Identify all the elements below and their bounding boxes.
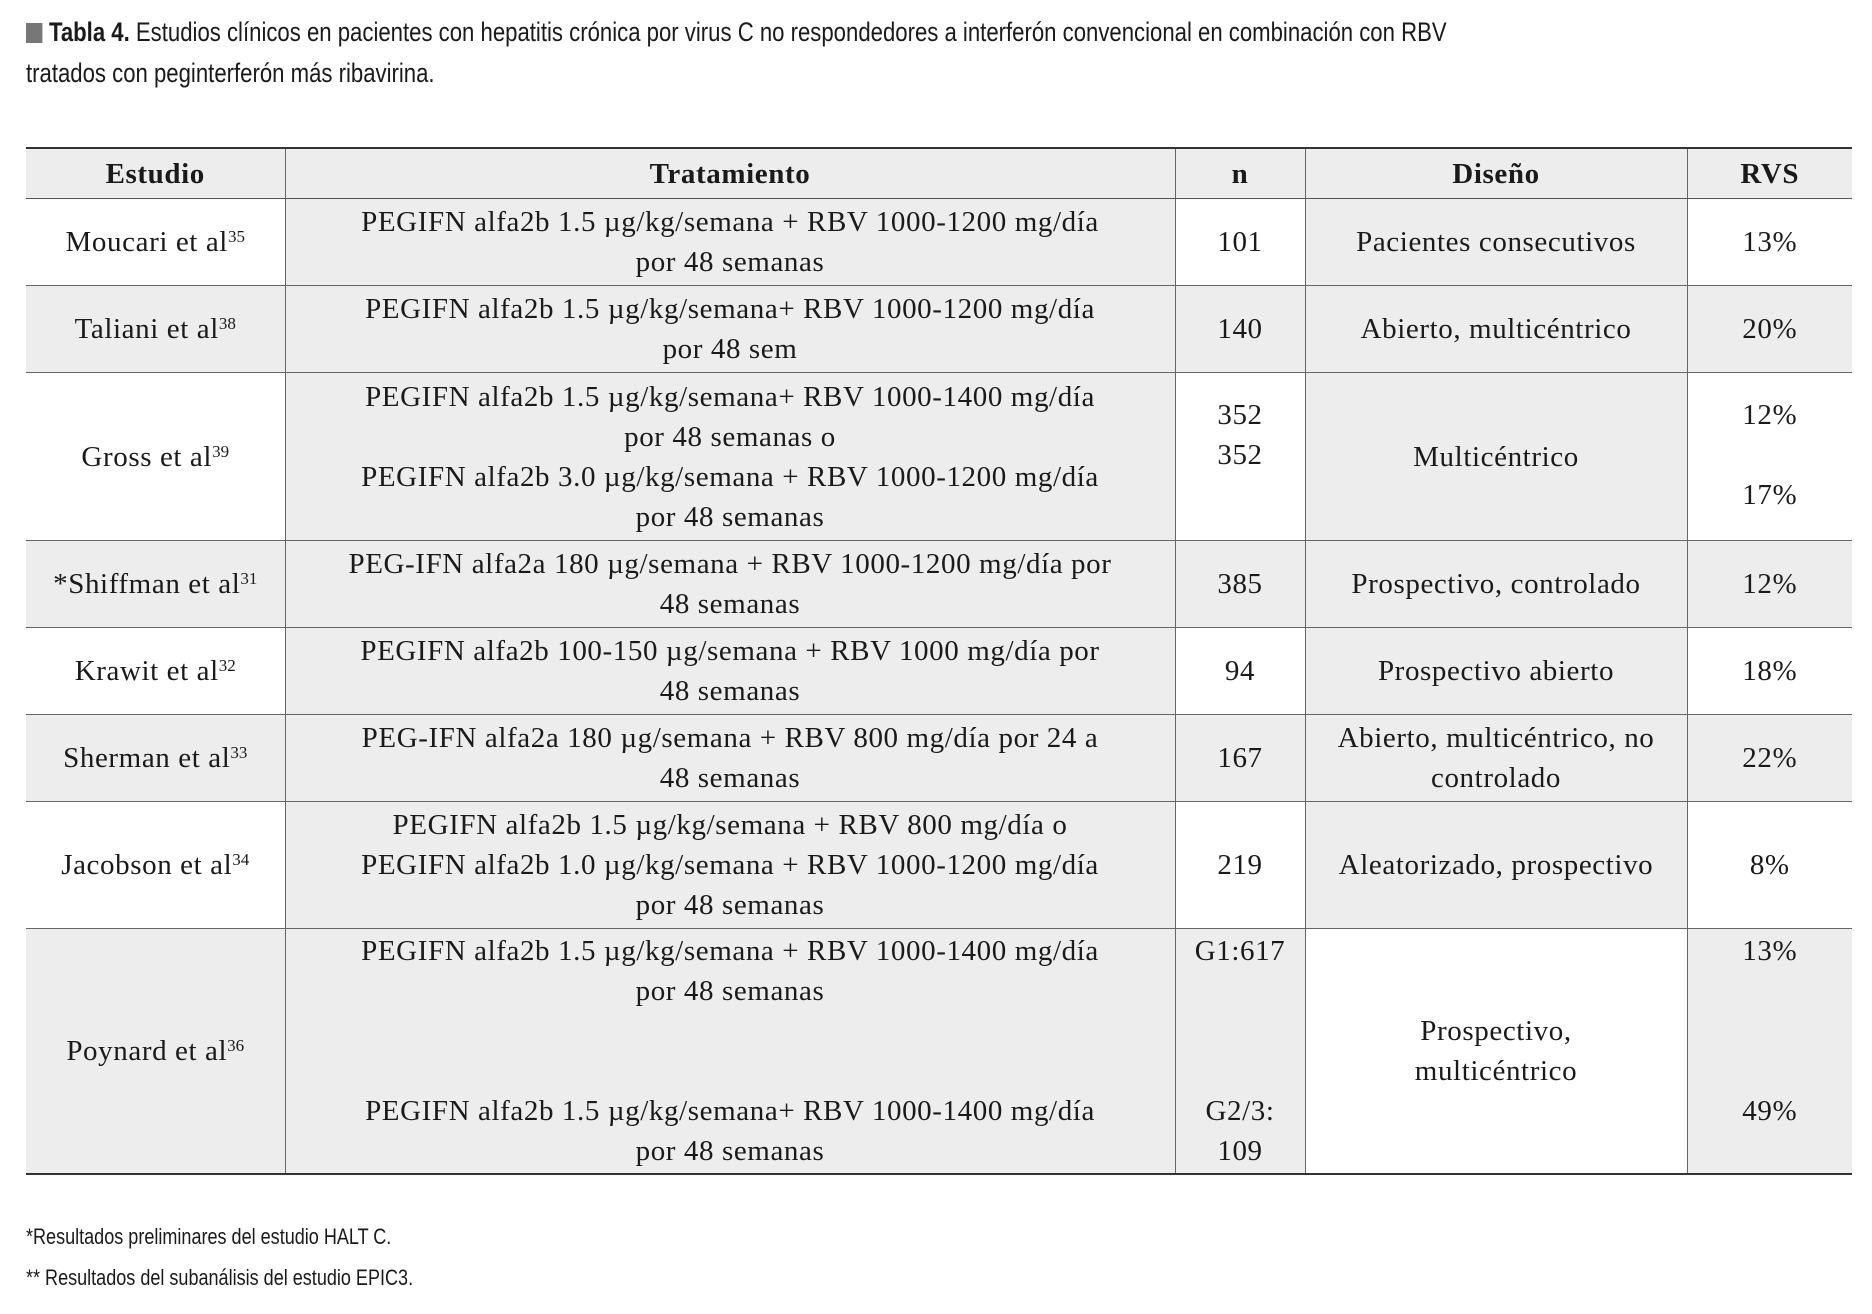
design-cell: Abierto, multicéntrico bbox=[1305, 286, 1687, 373]
treatment-line: PEGIFN alfa2b 1.5 µg/kg/semana + RBV 1000-1400 mg/día bbox=[361, 935, 1099, 967]
table-row bbox=[26, 628, 1852, 715]
study-cell bbox=[26, 373, 285, 541]
study-author: Poynard et al bbox=[66, 1034, 228, 1067]
study-ref: 31 bbox=[240, 569, 258, 588]
design-cell: Prospectivo abierto bbox=[1305, 628, 1687, 715]
treatment-cell bbox=[285, 541, 1175, 628]
rvs-cell: 12% bbox=[1687, 541, 1852, 628]
study-cell bbox=[26, 802, 285, 929]
rvs-cell: 20% bbox=[1687, 286, 1852, 373]
treatment-line: 48 semanas bbox=[659, 588, 801, 620]
n-cell: 140 bbox=[1175, 286, 1305, 373]
treatment-line: por 48 semanas bbox=[635, 975, 825, 1007]
n-cell: 101 bbox=[1175, 199, 1305, 286]
header-n: n bbox=[1175, 148, 1305, 199]
n-cell: 167 bbox=[1175, 715, 1305, 802]
study-ref: 33 bbox=[230, 743, 248, 762]
n-value: 352 bbox=[1217, 439, 1263, 471]
treatment-line: PEGIFN alfa2b 3.0 µg/kg/semana + RBV 1000-1200 mg/día bbox=[361, 460, 1099, 493]
rvs-cell bbox=[1687, 929, 1852, 1174]
study-ref: 32 bbox=[218, 656, 236, 675]
treatment-line: por 48 semanas bbox=[635, 1135, 825, 1167]
study-author: Sherman et al bbox=[63, 742, 231, 774]
rvs-value: 49% bbox=[1742, 1095, 1798, 1127]
design-cell: Abierto, multicéntrico, no controlado bbox=[1305, 715, 1687, 802]
treatment-line: 48 semanas bbox=[659, 675, 801, 707]
study-ref: 35 bbox=[227, 227, 245, 246]
design-cell: Prospectivo, multicéntrico bbox=[1305, 929, 1687, 1174]
study-cell bbox=[26, 286, 285, 373]
study-ref: 34 bbox=[232, 850, 250, 869]
treatment-line: PEGIFN alfa2b 1.5 µg/kg/semana+ RBV 1000-1400 mg/día bbox=[365, 1095, 1095, 1127]
footnote: ** Resultados del subanálisis del estudio EPIC3. bbox=[26, 1265, 414, 1290]
caption-square-icon bbox=[26, 23, 42, 43]
treatment-cell bbox=[285, 802, 1175, 929]
treatment-line: 48 semanas bbox=[659, 762, 801, 794]
header-row bbox=[26, 148, 1852, 199]
study-author: *Shiffman et al bbox=[53, 568, 241, 600]
header-diseno: Diseño bbox=[1305, 148, 1687, 199]
treatment-line: por 48 semanas bbox=[635, 246, 825, 278]
table-caption bbox=[26, 12, 1502, 94]
treatment-line: PEGIFN alfa2b 1.5 µg/kg/semana + RBV 800 mg/día o bbox=[392, 809, 1068, 841]
caption-text: Estudios clínicos en pacientes con hepatitis crónica por virus C no respondedores a interferón convencional en combinación con RBV tratados con peginterferón más ribavirina. bbox=[26, 17, 1447, 88]
treatment-cell bbox=[285, 628, 1175, 715]
study-author: Krawit et al bbox=[74, 655, 219, 687]
n-value: G1:617 bbox=[1194, 935, 1286, 967]
n-cell: 94 bbox=[1175, 628, 1305, 715]
table-row bbox=[26, 286, 1852, 373]
n-cell: 385 bbox=[1175, 541, 1305, 628]
study-author: Jacobson et al bbox=[61, 849, 233, 881]
n-cell bbox=[1175, 373, 1305, 541]
header-estudio: Estudio bbox=[26, 148, 285, 199]
study-ref: 36 bbox=[227, 1035, 245, 1055]
studies-table bbox=[26, 147, 1852, 1175]
rvs-cell: 18% bbox=[1687, 628, 1852, 715]
study-cell bbox=[26, 541, 285, 628]
study-ref: 39 bbox=[212, 441, 230, 461]
table-row bbox=[26, 802, 1852, 929]
table-row bbox=[26, 929, 1852, 1174]
n-value: G2/3: bbox=[1205, 1095, 1275, 1127]
n-value: 109 bbox=[1217, 1135, 1263, 1167]
n-value: 352 bbox=[1217, 399, 1263, 431]
treatment-line: PEGIFN alfa2b 1.0 µg/kg/semana + RBV 1000-1200 mg/día bbox=[361, 849, 1099, 881]
treatment-line: por 48 semanas bbox=[635, 889, 825, 921]
treatment-line: por 48 sem bbox=[662, 333, 798, 365]
design-cell: Pacientes consecutivos bbox=[1305, 199, 1687, 286]
caption-label: Tabla 4. bbox=[48, 17, 130, 47]
header-tratamiento: Tratamiento bbox=[285, 148, 1175, 199]
treatment-line: PEGIFN alfa2b 1.5 µg/kg/semana+ RBV 1000-1200 mg/día bbox=[365, 293, 1095, 325]
rvs-cell: 8% bbox=[1687, 802, 1852, 929]
rvs-value: 12% bbox=[1742, 399, 1798, 431]
treatment-line: PEGIFN alfa2b 1.5 µg/kg/semana + RBV 1000-1200 mg/día bbox=[361, 206, 1099, 238]
study-ref: 38 bbox=[218, 314, 236, 333]
treatment-line: PEGIFN alfa2b 1.5 µg/kg/semana+ RBV 1000-1400 mg/día bbox=[365, 380, 1095, 413]
rvs-value: 17% bbox=[1742, 479, 1798, 511]
treatment-cell bbox=[285, 373, 1175, 541]
study-cell bbox=[26, 929, 285, 1174]
treatment-cell bbox=[285, 286, 1175, 373]
study-cell bbox=[26, 628, 285, 715]
study-author: Gross et al bbox=[81, 440, 213, 473]
treatment-line: PEGIFN alfa2b 100-150 µg/semana + RBV 1000 mg/día por bbox=[360, 635, 1100, 667]
table-row bbox=[26, 541, 1852, 628]
rvs-cell: 13% bbox=[1687, 199, 1852, 286]
treatment-line: por 48 semanas bbox=[635, 500, 825, 533]
study-author: Moucari et al bbox=[65, 226, 228, 258]
design-cell: Multicéntrico bbox=[1305, 373, 1687, 541]
design-cell: Aleatorizado, prospectivo bbox=[1305, 802, 1687, 929]
rvs-cell bbox=[1687, 373, 1852, 541]
rvs-cell: 22% bbox=[1687, 715, 1852, 802]
treatment-line: por 48 semanas o bbox=[624, 420, 836, 453]
study-cell bbox=[26, 199, 285, 286]
table-row bbox=[26, 715, 1852, 802]
design-cell: Prospectivo, controlado bbox=[1305, 541, 1687, 628]
table-row bbox=[26, 373, 1852, 541]
table-row bbox=[26, 199, 1852, 286]
treatment-cell bbox=[285, 199, 1175, 286]
footnote: *Resultados preliminares del estudio HALT C. bbox=[26, 1224, 392, 1249]
header-rvs: RVS bbox=[1687, 148, 1852, 199]
study-author: Taliani et al bbox=[74, 313, 219, 345]
n-cell bbox=[1175, 929, 1305, 1174]
treatment-cell bbox=[285, 715, 1175, 802]
treatment-line: PEG-IFN alfa2a 180 µg/semana + RBV 1000-1200 mg/día por bbox=[348, 548, 1112, 580]
treatment-cell bbox=[285, 929, 1175, 1174]
n-cell: 219 bbox=[1175, 802, 1305, 929]
study-cell bbox=[26, 715, 285, 802]
treatment-line: PEG-IFN alfa2a 180 µg/semana + RBV 800 mg/día por 24 a bbox=[361, 722, 1099, 754]
rvs-value: 13% bbox=[1742, 935, 1798, 967]
